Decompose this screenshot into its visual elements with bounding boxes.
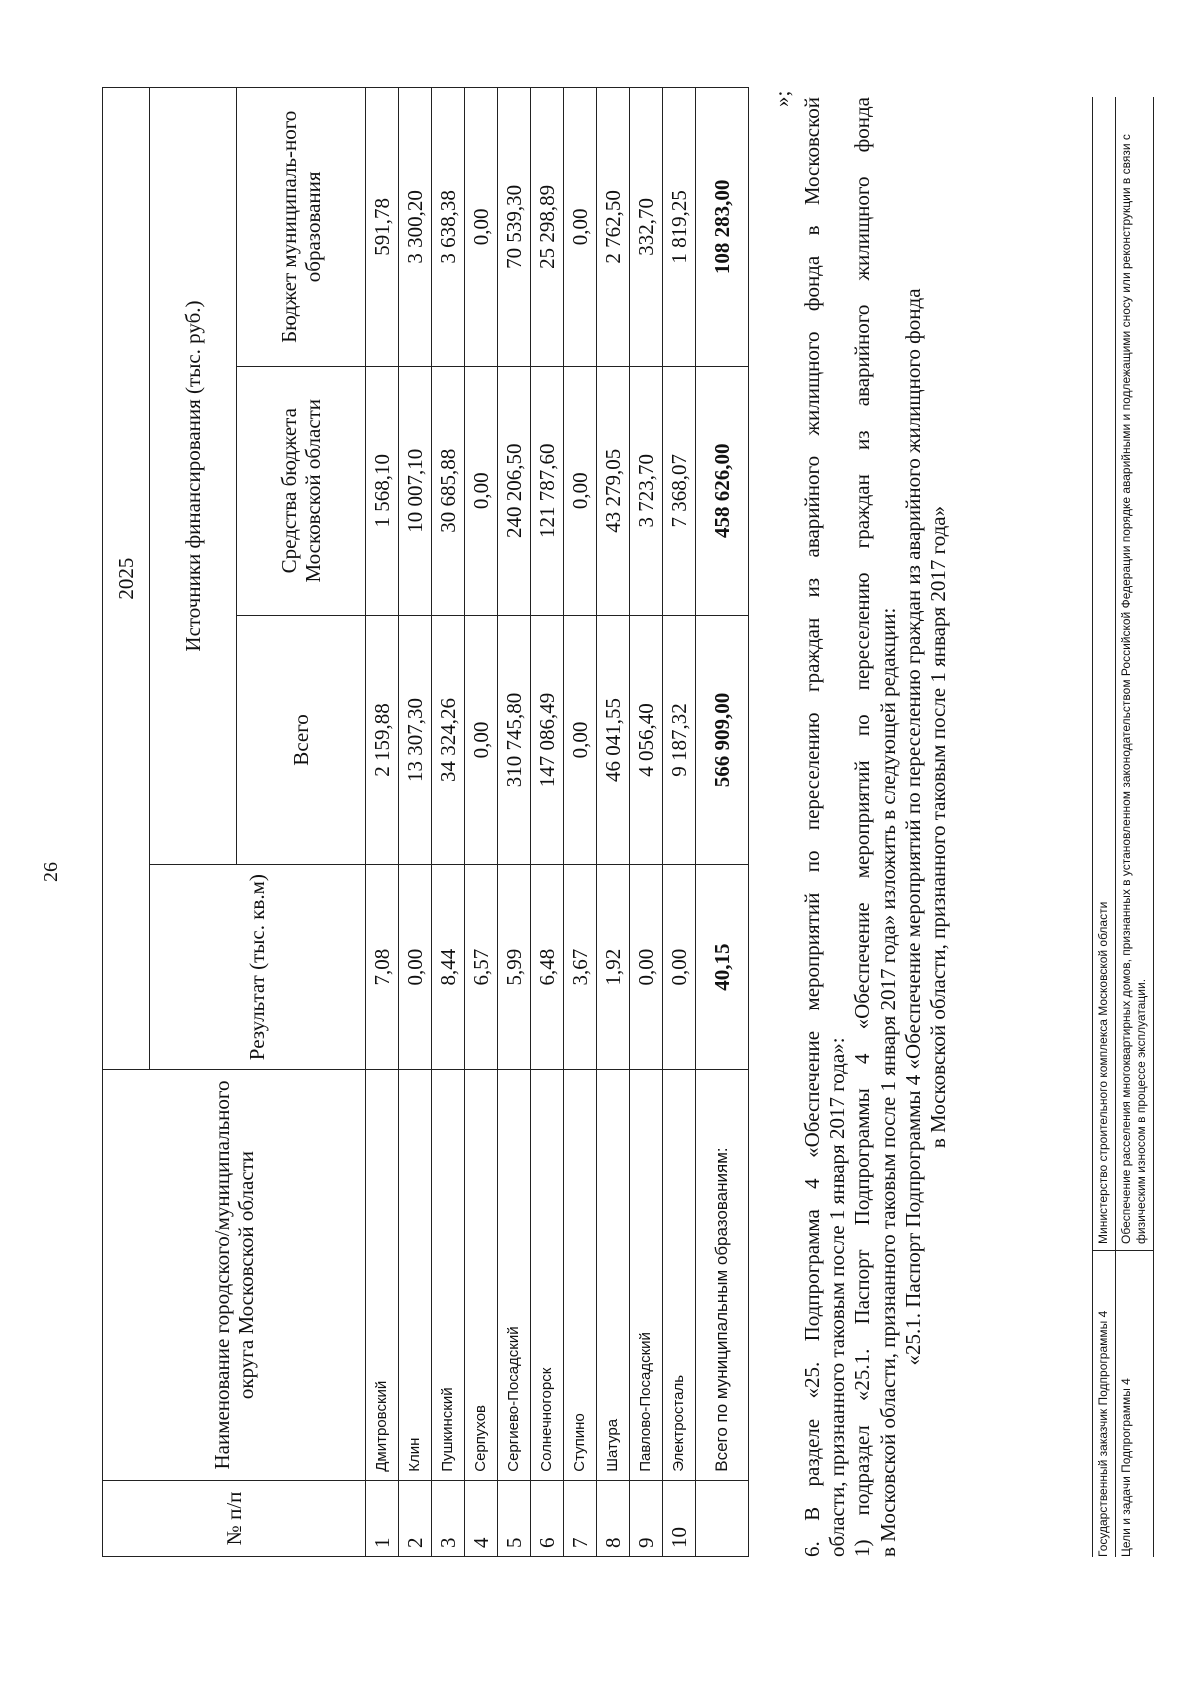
row-muni: 332,70	[630, 88, 663, 367]
paragraph-1-line-1: 1) подраздел «25.1. Паспорт Подпрограммы 4 «Обеспечение мероприятий по переселению граждан из аварийного жилищного фонда	[850, 97, 875, 1557]
passport-row	[1115, 97, 1153, 1557]
row-region: 3 723,70	[630, 366, 663, 615]
passport-value: Министерство строительного комплекса Московской области	[1093, 97, 1116, 1251]
amendment-text	[800, 97, 951, 1557]
row-total: 310 745,80	[498, 615, 531, 864]
row-result: 0,00	[630, 865, 663, 1070]
row-name: Солнечногорск	[531, 1070, 564, 1480]
row-result: 6,48	[531, 865, 564, 1070]
row-muni: 3 638,38	[432, 88, 465, 367]
table-row	[498, 88, 531, 1557]
table-row	[597, 88, 630, 1557]
closing-quote-mark: »;	[770, 90, 794, 107]
row-num: 7	[564, 1480, 597, 1556]
total-num	[696, 1480, 749, 1556]
row-num: 8	[597, 1480, 630, 1556]
table-row	[663, 88, 696, 1557]
row-result: 3,67	[564, 865, 597, 1070]
table-row	[465, 88, 498, 1557]
row-name: Ступино	[564, 1070, 597, 1480]
row-total: 0,00	[465, 615, 498, 864]
header-sources: Источники финансирования (тыс. руб.)	[150, 88, 237, 865]
row-muni: 70 539,30	[498, 88, 531, 367]
header-num: № п/п	[103, 1480, 366, 1556]
row-muni: 0,00	[564, 88, 597, 367]
row-region: 10 007,10	[399, 366, 432, 615]
passport-table	[1092, 97, 1154, 1557]
row-total: 34 324,26	[432, 615, 465, 864]
row-total: 46 041,55	[597, 615, 630, 864]
page-number: 26	[40, 862, 62, 882]
row-result: 5,99	[498, 865, 531, 1070]
row-region: 43 279,05	[597, 366, 630, 615]
passport-label: Цели и задачи Подпрограммы 4	[1115, 1251, 1153, 1558]
row-num: 4	[465, 1480, 498, 1556]
row-total: 9 187,32	[663, 615, 696, 864]
row-name: Электросталь	[663, 1070, 696, 1480]
header-region-budget: Средства бюджета Московской области	[237, 366, 366, 615]
row-total: 2 159,88	[366, 615, 399, 864]
row-muni: 3 300,20	[399, 88, 432, 367]
total-label: Всего по муниципальным образованиям:	[696, 1070, 749, 1480]
paragraph-1-line-2: в Московской области, признанного таковым после 1 января 2017 года» изложить в следующей редакции:	[875, 607, 900, 1557]
row-total: 0,00	[564, 615, 597, 864]
header-name: Наименование городского/муниципального округа Московской области	[103, 1070, 366, 1480]
row-name: Клин	[399, 1070, 432, 1480]
header-total: Всего	[237, 615, 366, 864]
total-total: 566 909,00	[696, 615, 749, 864]
table-row	[630, 88, 663, 1557]
row-muni: 1 819,25	[663, 88, 696, 367]
row-total: 4 056,40	[630, 615, 663, 864]
paragraph-6-line-1: 6. В разделе «25. Подпрограмма 4 «Обеспечение мероприятий по переселению граждан из аварийного жилищного фонда в Московской	[800, 97, 824, 1557]
quote-heading-line-2: в Московской области, признанного таковым после 1 января 2017 года»	[925, 505, 950, 1149]
row-result: 0,00	[399, 865, 432, 1070]
row-result: 8,44	[432, 865, 465, 1070]
row-region: 0,00	[564, 366, 597, 615]
row-name: Шатура	[597, 1070, 630, 1480]
row-num: 6	[531, 1480, 564, 1556]
quote-heading-line-1: «25.1. Паспорт Подпрограммы 4 «Обеспечение мероприятий по переселению граждан из аварийного жилищного фонда	[900, 288, 925, 1366]
row-muni: 0,00	[465, 88, 498, 367]
passport-row	[1093, 97, 1116, 1557]
financing-table	[102, 87, 749, 1557]
row-num: 2	[399, 1480, 432, 1556]
row-name: Павлово-Посадский	[630, 1070, 663, 1480]
row-region: 7 368,07	[663, 366, 696, 615]
total-muni: 108 283,00	[696, 88, 749, 367]
total-result: 40,15	[696, 865, 749, 1070]
row-region: 0,00	[465, 366, 498, 615]
row-num: 5	[498, 1480, 531, 1556]
header-muni-budget: Бюджет муниципаль-ного образования	[237, 88, 366, 367]
row-name: Пушкинский	[432, 1070, 465, 1480]
row-name: Дмитровский	[366, 1070, 399, 1480]
row-region: 30 685,88	[432, 366, 465, 615]
row-num: 9	[630, 1480, 663, 1556]
row-result: 1,92	[597, 865, 630, 1070]
row-muni: 2 762,50	[597, 88, 630, 367]
paragraph-6-line-2: области, признанного таковым после 1 января 2017 года»:	[825, 1037, 850, 1557]
row-num: 10	[663, 1480, 696, 1556]
row-result: 7,08	[366, 865, 399, 1070]
total-region: 458 626,00	[696, 366, 749, 615]
row-num: 3	[432, 1480, 465, 1556]
total-row	[696, 88, 749, 1557]
row-name: Сергиево-Посадский	[498, 1070, 531, 1480]
passport-label: Государственный заказчик Подпрограммы 4	[1093, 1251, 1116, 1558]
header-year: 2025	[103, 88, 150, 1070]
row-region: 121 787,60	[531, 366, 564, 615]
row-muni: 25 298,89	[531, 88, 564, 367]
row-total: 147 086,49	[531, 615, 564, 864]
table-row	[399, 88, 432, 1557]
row-muni: 591,78	[366, 88, 399, 367]
row-result: 6,57	[465, 865, 498, 1070]
row-name: Серпухов	[465, 1070, 498, 1480]
row-num: 1	[366, 1480, 399, 1556]
table-row	[366, 88, 399, 1557]
row-total: 13 307,30	[399, 615, 432, 864]
row-result: 0,00	[663, 865, 696, 1070]
passport-value: Обеспечение расселения многоквартирных домов, признанных в установленном законодательством Российской Федерации порядке аварийными и подлежащими сносу или реконструкции в связи с физическим износом в процессе эксплуатации.	[1115, 97, 1153, 1251]
header-result: Результат (тыс. кв.м)	[150, 865, 366, 1070]
row-region: 240 206,50	[498, 366, 531, 615]
table-row	[531, 88, 564, 1557]
table-row	[564, 88, 597, 1557]
row-region: 1 568,10	[366, 366, 399, 615]
table-row	[432, 88, 465, 1557]
